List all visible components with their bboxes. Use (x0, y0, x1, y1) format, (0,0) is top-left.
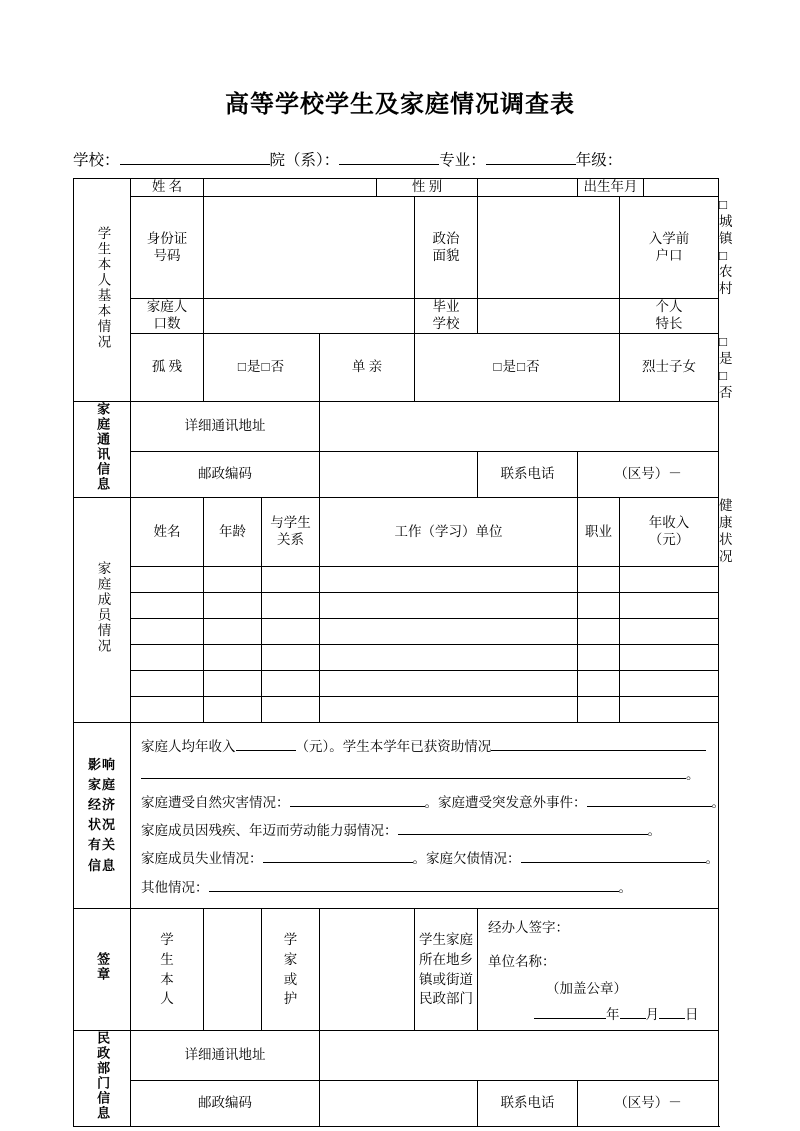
econ-label-line-6: 信息 (87, 857, 116, 873)
field-political-status[interactable] (478, 196, 620, 298)
col-header-income-line2: （元） (648, 532, 690, 547)
guardian-line-2: 家 (283, 951, 298, 967)
label-gender: 性 别 (377, 179, 478, 197)
cell-member-relation[interactable] (262, 696, 320, 722)
cell-member-name[interactable] (131, 644, 204, 670)
cell-member-age[interactable] (204, 618, 262, 644)
econ-disaster-input[interactable] (290, 792, 425, 807)
field-birth[interactable] (644, 179, 719, 197)
cell-member-occupation[interactable] (578, 644, 620, 670)
survey-table (73, 178, 734, 1127)
econ-income-input[interactable] (236, 736, 296, 751)
econ-income-end: 。 (686, 766, 700, 782)
section-label-civil-affairs-contact (74, 1031, 131, 1127)
official-seal-note: （加盖公章） (546, 980, 628, 996)
field-civil-affairs-phone[interactable]: （区号）－ (578, 1080, 719, 1126)
cell-member-relation[interactable] (262, 670, 320, 696)
econ-disability-label: 家庭成员因残疾、年迈而劳动能力弱情况： (141, 823, 398, 839)
table-row (74, 696, 719, 722)
econ-label-line-1: 影响 (87, 756, 116, 772)
cell-member-income[interactable] (620, 618, 719, 644)
field-family-phone[interactable]: （区号）－ (578, 451, 719, 497)
cell-member-occupation[interactable] (578, 696, 620, 722)
col-header-member-relation (262, 498, 320, 567)
field-guardian-signature[interactable] (320, 908, 415, 1031)
cell-member-name[interactable] (131, 592, 204, 618)
cell-member-workplace[interactable] (320, 592, 578, 618)
cell-member-relation[interactable] (262, 618, 320, 644)
civil-affairs-line-4: 民政部门 (419, 991, 474, 1007)
econ-label-line-3: 经济 (87, 797, 116, 813)
cell-member-relation[interactable] (262, 566, 320, 592)
cell-member-occupation[interactable] (578, 670, 620, 696)
school-label: 学校： (73, 152, 120, 169)
econ-label-line-2: 家庭 (87, 776, 116, 792)
econ-line-income-cont (141, 759, 710, 787)
field-single-parent[interactable]: □是□否 (415, 333, 620, 402)
guardian-line-3: 或 (283, 971, 298, 987)
econ-unemployment-input[interactable] (263, 848, 413, 863)
col-header-relation-line2: 关系 (277, 532, 304, 547)
page-title: 高等学校学生及家庭情况调查表 (225, 91, 575, 118)
field-civil-affairs-address[interactable] (320, 1031, 719, 1081)
econ-line-disability (141, 815, 710, 843)
cell-member-age[interactable] (204, 566, 262, 592)
label-civil-affairs-stack (415, 930, 477, 1008)
civil-affairs-line-3: 镇或街道 (419, 971, 474, 987)
section-label-text: 民政部门信息 (95, 1031, 111, 1122)
cell-member-relation[interactable] (262, 592, 320, 618)
econ-other-label: 其他情况： (141, 879, 209, 895)
unit-name-label: 单位名称： (488, 953, 556, 969)
econ-other-input[interactable] (209, 877, 619, 892)
header-fields (73, 148, 723, 170)
section-label-economic-info (74, 722, 131, 908)
econ-line-income (141, 731, 710, 759)
guardian-line-4: 护 (283, 991, 298, 1007)
econ-income-label-a: 家庭人均年收入 (141, 738, 236, 754)
label-birth: 出生年月 (578, 179, 644, 197)
section-label-text: 家庭通讯信息 (95, 402, 111, 493)
cell-member-name[interactable] (131, 566, 204, 592)
cell-member-workplace[interactable] (320, 696, 578, 722)
econ-accident-input[interactable] (587, 792, 712, 807)
econ-line-unemployment (141, 843, 719, 871)
field-graduated-school[interactable] (478, 299, 620, 334)
cell-member-age[interactable] (204, 670, 262, 696)
econ-income-label-b: （元）。学生本学年已获资助情况 (295, 738, 492, 754)
col-header-income-line1: 年收入 (648, 515, 690, 531)
civil-affairs-line-2: 所在地乡 (419, 951, 474, 967)
economic-info-content (131, 724, 725, 907)
label-graduated-school-line1: 毕业 (432, 299, 460, 315)
field-id-number[interactable] (204, 196, 415, 298)
civil-affairs-line-1: 学生家庭 (419, 932, 474, 948)
econ-other-end: 。 (618, 879, 632, 895)
field-gender[interactable] (478, 179, 578, 197)
econ-unemployment-label-b: 。家庭欠债情况： (412, 851, 521, 867)
econ-disaster-end: 。 (711, 795, 725, 811)
label-specialty-line1: 个人 (655, 299, 683, 315)
label-political-line1: 政治 (432, 230, 460, 246)
col-header-member-income (620, 498, 719, 567)
date-year-input[interactable] (534, 1005, 606, 1019)
table-row (74, 179, 719, 197)
col-header-relation-line1: 与学生 (270, 515, 311, 531)
econ-label-line-5: 有关 (87, 837, 116, 853)
label-specialty-line2: 特长 (655, 316, 683, 331)
economic-info-body (131, 722, 725, 908)
cell-member-workplace[interactable] (320, 644, 578, 670)
cell-member-age[interactable] (204, 592, 262, 618)
field-family-postcode[interactable] (320, 451, 478, 497)
cell-member-workplace[interactable] (320, 618, 578, 644)
econ-debt-input[interactable] (521, 848, 706, 863)
grade-label: 年级： (575, 152, 623, 169)
table-row (74, 1080, 719, 1126)
field-orphan-disabled[interactable]: □是□否 (204, 333, 320, 402)
cell-member-income[interactable] (620, 670, 719, 696)
cell-member-workplace[interactable] (320, 566, 578, 592)
econ-label-line-4: 状况 (87, 817, 116, 833)
table-row (74, 566, 719, 592)
econ-disability-input[interactable] (398, 820, 648, 835)
cell-member-relation[interactable] (262, 644, 320, 670)
col-header-member-workplace: 工作（学习）单位 (320, 498, 578, 567)
col-header-member-occupation: 职业 (578, 498, 620, 567)
label-guardian-stack (262, 930, 319, 1008)
label-id-number-line1: 身份证 (146, 230, 188, 246)
date-year-label: 年 (606, 1007, 620, 1023)
field-name[interactable] (204, 179, 377, 197)
label-graduated-school-line2: 学校 (432, 316, 460, 331)
major-input[interactable] (486, 149, 576, 165)
label-student-self (131, 908, 204, 1031)
cell-member-income[interactable] (620, 592, 719, 618)
label-family-address: 详细通讯地址 (131, 402, 320, 452)
table-row (74, 908, 719, 1031)
cell-member-name[interactable] (131, 618, 204, 644)
table-row (74, 299, 719, 334)
cell-member-age[interactable] (204, 644, 262, 670)
label-family-phone: 联系电话 (478, 451, 578, 497)
label-civil-affairs-postcode: 邮政编码 (131, 1080, 320, 1126)
table-row: 身份证 号码 政治 面貌 入学前 户口 □城镇 □农村 (74, 196, 719, 298)
table-row (74, 451, 719, 497)
econ-unemployment-end: 。 (705, 851, 719, 867)
major-label: 专业： (439, 152, 486, 169)
cell-member-name[interactable] (131, 696, 204, 722)
label-household-line1: 入学前 (648, 230, 690, 246)
date-month-label: 月 (645, 1007, 660, 1023)
econ-line-other (141, 872, 710, 900)
label-student-self-stack (131, 930, 203, 1008)
label-family-size-line1: 家庭人 (146, 299, 188, 315)
table-row (74, 670, 719, 696)
econ-aid-input-2[interactable] (141, 764, 686, 779)
student-self-char-4: 人 (160, 991, 174, 1007)
label-political-line2: 面貌 (432, 247, 460, 263)
col-header-member-name: 姓名 (131, 498, 204, 567)
field-family-size[interactable] (204, 299, 415, 334)
cell-member-occupation[interactable] (578, 566, 620, 592)
student-self-char-2: 生 (160, 951, 174, 967)
department-input[interactable] (339, 149, 439, 165)
student-self-char-1: 学 (160, 932, 174, 948)
section-label-text: 家庭成员情况 (95, 561, 111, 655)
label-guardian (262, 908, 320, 1031)
econ-unemployment-label-a: 家庭成员失业情况： (141, 851, 263, 867)
label-political-status (415, 196, 478, 298)
label-martyr-child: 烈士子女 (620, 333, 719, 402)
table-row (74, 1031, 719, 1081)
table-row (74, 592, 719, 618)
signature-details (478, 909, 718, 1031)
cell-member-income[interactable] (620, 566, 719, 592)
table-row: 家庭成员情况 姓名 年龄 与学生 关系 工作（学习）单位 职业 年收入 （元） 健康状况 (74, 498, 719, 567)
label-single-parent: 单 亲 (320, 333, 415, 402)
label-civil-affairs-address: 详细通讯地址 (131, 1031, 320, 1081)
section-label-student-basic (74, 179, 131, 402)
table-row: 孤 残 □是□否 单 亲 □是□否 烈士子女 □是□否 (74, 333, 719, 402)
date-month-input[interactable] (620, 1005, 646, 1019)
section-label-family-contact (74, 402, 131, 498)
department-label: 院（系）： (269, 152, 340, 169)
table-row (74, 722, 719, 908)
label-graduated-school (415, 299, 478, 334)
cell-member-age[interactable] (204, 696, 262, 722)
section-label-text: 学生本人基本情况 (95, 225, 111, 350)
econ-disability-end: 。 (647, 823, 661, 839)
field-student-self-signature[interactable] (204, 908, 262, 1031)
cell-member-income[interactable] (620, 696, 719, 722)
signature-date (488, 997, 710, 1024)
label-household (620, 196, 719, 298)
cell-member-name[interactable] (131, 670, 204, 696)
label-specialty (620, 299, 719, 334)
table-row (74, 402, 719, 452)
label-household-line2: 户口 (655, 247, 683, 263)
cell-member-income[interactable] (620, 644, 719, 670)
label-name: 姓 名 (131, 179, 204, 197)
label-family-postcode: 邮政编码 (131, 451, 320, 497)
label-civil-affairs-phone: 联系电话 (478, 1080, 578, 1126)
section-label-text: 签章 (95, 952, 111, 983)
section-label-signature (74, 908, 131, 1031)
field-civil-affairs-signature[interactable] (478, 908, 719, 1031)
econ-aid-input-1[interactable] (491, 736, 706, 751)
label-orphan-disabled: 孤 残 (131, 333, 204, 402)
handler-signature-label: 经办人签字： (488, 919, 570, 935)
field-family-address[interactable] (320, 402, 719, 452)
section-label-family-members (74, 498, 131, 723)
table-row (74, 618, 719, 644)
date-day-label: 日 (685, 1007, 699, 1023)
label-id-number-line2: 号码 (153, 247, 181, 263)
label-civil-affairs-dept (415, 908, 478, 1031)
section-label-text (74, 755, 130, 876)
cell-member-occupation[interactable] (578, 592, 620, 618)
label-family-size (131, 299, 204, 334)
school-input[interactable] (120, 149, 270, 165)
econ-disaster-label-a: 家庭遭受自然灾害情况： (141, 795, 290, 811)
col-header-member-age: 年龄 (204, 498, 262, 567)
econ-line-disaster (141, 787, 725, 815)
table-row (74, 644, 719, 670)
cell-member-occupation[interactable] (578, 618, 620, 644)
field-civil-affairs-postcode[interactable] (320, 1080, 478, 1126)
cell-member-workplace[interactable] (320, 670, 578, 696)
econ-disaster-label-b: 。家庭遭受突发意外事件： (424, 795, 587, 811)
label-id-number (131, 196, 204, 298)
label-family-size-line2: 口数 (153, 316, 181, 331)
student-self-char-3: 本 (160, 971, 174, 987)
guardian-line-1: 学 (283, 932, 298, 948)
date-day-input[interactable] (659, 1005, 685, 1019)
